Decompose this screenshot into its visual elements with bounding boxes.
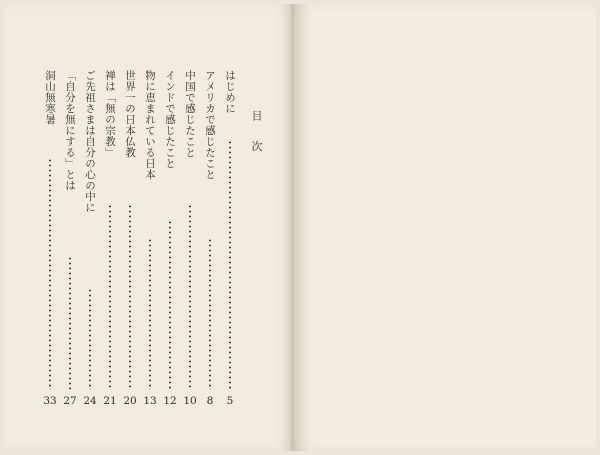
- toc-entry: [122, 70, 138, 410]
- leader-dots: [189, 204, 191, 390]
- toc-entry-page: 33: [43, 395, 57, 407]
- toc-entry-label: 世界一の日本仏教: [124, 70, 136, 158]
- leader-dots: [49, 158, 51, 390]
- toc-entry-label: はじめに: [224, 70, 236, 114]
- toc-entry: [42, 70, 58, 410]
- toc-entry-label: 洞山無寒暑: [44, 70, 56, 125]
- toc-entry-page: 8: [206, 395, 214, 407]
- toc-entry-label: 「自分を無にする」とは: [64, 70, 76, 191]
- leader-dots: [69, 256, 71, 390]
- toc-entry-label: アメリカで感じたこと: [204, 70, 216, 180]
- leader-dots: [129, 204, 131, 390]
- toc-entry-page: 13: [143, 395, 157, 407]
- toc-entry: [222, 70, 238, 410]
- right-page-blank: [294, 4, 596, 451]
- toc-entry: [82, 70, 98, 410]
- toc-entry-label: インドで感じたこと: [164, 70, 176, 169]
- toc-entry-page: 24: [83, 395, 97, 407]
- toc-entry: [62, 70, 78, 410]
- toc-entry-page: 5: [226, 395, 234, 407]
- leader-dots: [149, 238, 151, 390]
- toc-entry-page: 20: [123, 395, 137, 407]
- leader-dots: [229, 140, 231, 390]
- toc-entry: [142, 70, 158, 410]
- leader-dots: [109, 204, 111, 390]
- toc-entry-page: 21: [103, 395, 117, 407]
- toc-entry-page: 10: [183, 395, 197, 407]
- toc-entry: [202, 70, 218, 410]
- toc-entry-label: 中国で感じたこと: [184, 70, 196, 158]
- toc-entry: [182, 70, 198, 410]
- leader-dots: [209, 238, 211, 390]
- toc-title: 目 次: [250, 110, 263, 160]
- toc-entry-page: 12: [163, 395, 177, 407]
- toc-entry: [102, 70, 118, 410]
- toc-entry-page: 27: [63, 395, 77, 407]
- toc-entry-label: 物に恵まれている日本: [144, 70, 156, 180]
- toc-entry-label: ご先祖さまは自分の心の中に: [84, 70, 96, 213]
- toc-entry-label: 禅は「無の宗教」: [104, 70, 116, 158]
- leader-dots: [169, 220, 171, 390]
- leader-dots: [89, 288, 91, 390]
- toc-entry: [162, 70, 178, 410]
